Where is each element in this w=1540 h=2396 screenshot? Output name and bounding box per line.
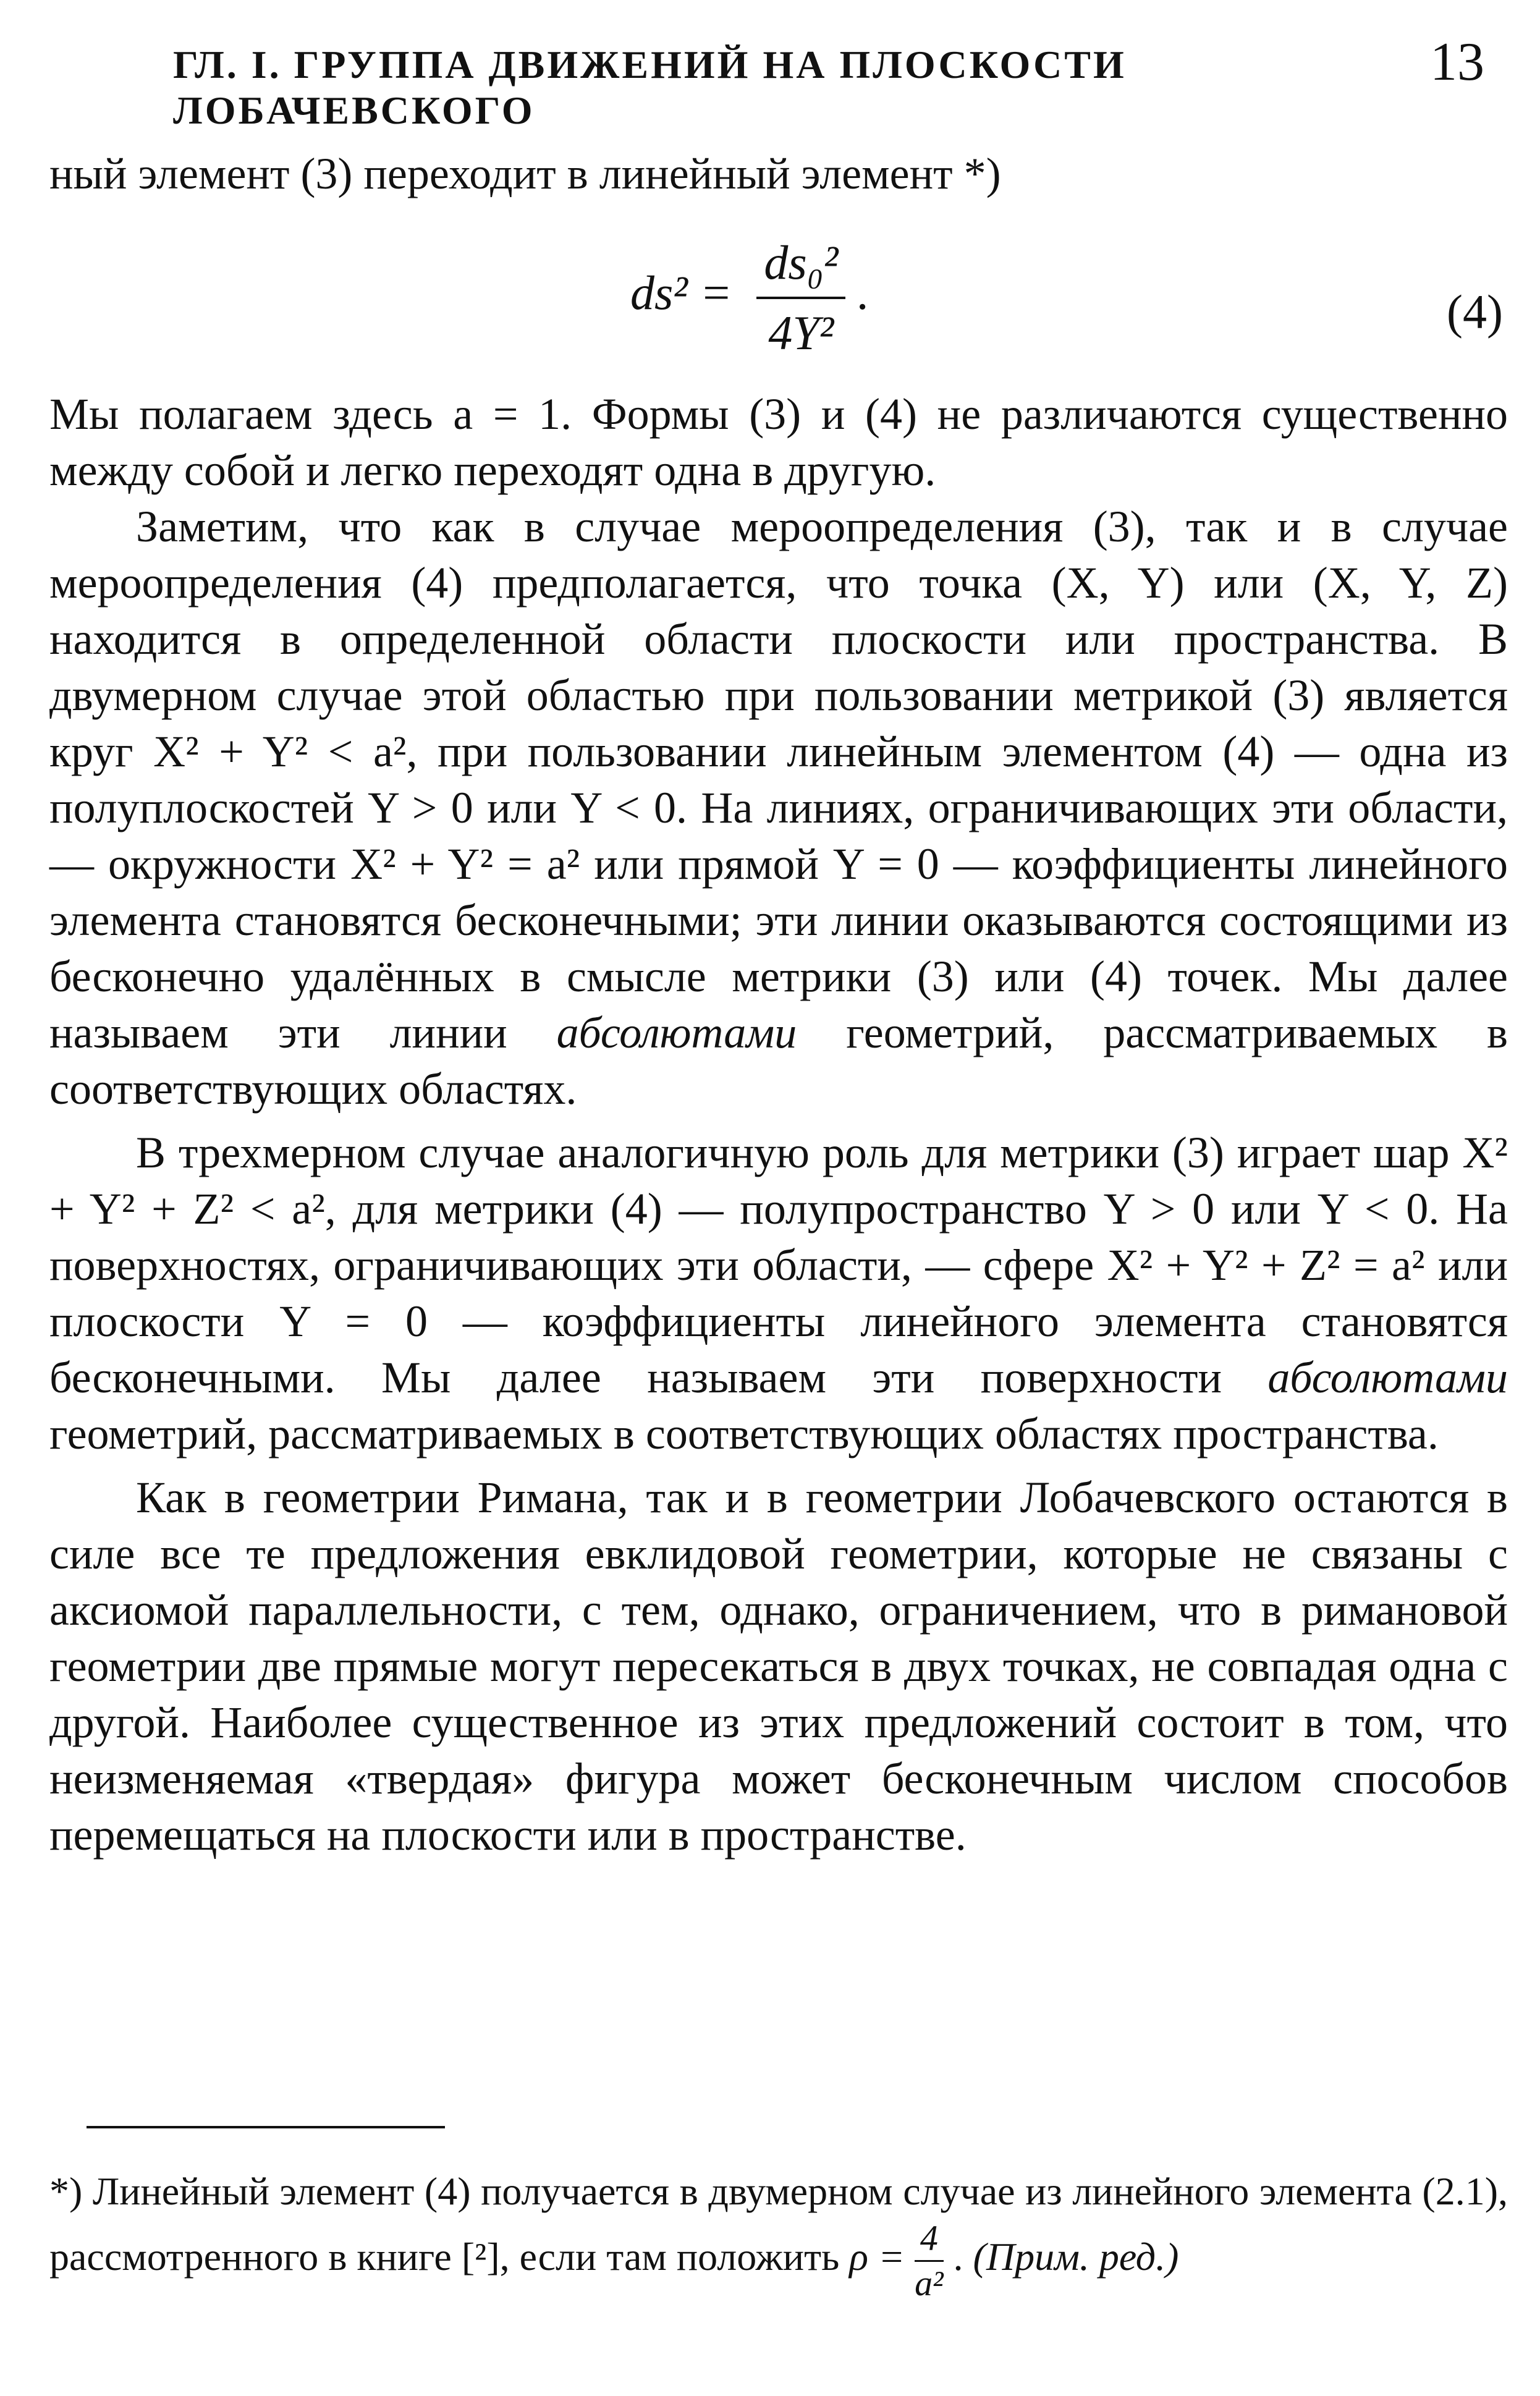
equation-fraction — [756, 229, 845, 367]
equation-formula — [630, 229, 869, 367]
footnote — [49, 2166, 1508, 2305]
paragraph-1: Мы полагаем здесь a = 1. Формы (3) и (4) не различаются существенно между собой и легко переходят одна в другую. — [49, 389, 1508, 495]
intro-line: ный элемент (3) переходит в линейный элемент *) — [49, 149, 1001, 198]
display-equation — [0, 229, 1540, 383]
paragraph-2 — [49, 499, 1508, 1117]
footnote-rule — [87, 2126, 445, 2128]
footnote-formula-lhs: ρ = — [849, 2235, 905, 2279]
footnote-note: (Прим. ред.) — [973, 2235, 1179, 2279]
footnote-after-formula: . — [953, 2235, 963, 2279]
paragraph-4: Как в геометрии Римана, так и в геометрии Лобачевского остаются в силе все те предложения евклидовой геометрии, которые не связаны с аксиомой параллельности, с тем, однако, ограничением, что в римановой геометрии две прямые могут пересекаться в двух точках, не совпадая одна с другой. Наиболее существенное из этих предложений состоит в том, что неизменяемая «твердая» фигура может бесконечным числом способов перемещаться на плоскости или в пространстве. — [49, 1473, 1508, 1860]
footnote-numerator: 4 — [915, 2217, 943, 2262]
paragraph-2-tail: геометрий, рассматриваемых в соответствующих областях. — [49, 1008, 1508, 1114]
footnote-fraction — [915, 2217, 943, 2305]
paragraph-3-term: абсолютами — [1267, 1353, 1508, 1402]
equation-numerator: ds₀² — [756, 229, 845, 299]
paragraph-2-term: абсолютами — [556, 1008, 797, 1057]
paragraph-3-tail: геометрий, рассматриваемых в соответствующих областях пространства. — [49, 1409, 1439, 1458]
paragraph-3 — [49, 1125, 1508, 1462]
equation-lhs: ds² = — [630, 265, 732, 320]
equation-number: (4) — [1447, 285, 1503, 339]
running-title: ГЛ. I. ГРУППА ДВИЖЕНИЙ НА ПЛОСКОСТИ ЛОБАЧЕВСКОГО — [173, 43, 1127, 132]
running-head — [117, 31, 1497, 132]
footnote-text: *) Линейный элемент (4) получается в двумерном случае из линейного элемента (2.1), рассмотренного в книге [²], если там положить — [49, 2169, 1508, 2279]
page-number: 13 — [1430, 32, 1484, 92]
footnote-denominator: a² — [915, 2263, 944, 2303]
paragraph-3-text: В трехмерном случае аналогичную роль для метрики (3) играет шар X² + Y² + Z² < a², для метрики (4) — полупространство Y > 0 или Y < 0. На поверхностях, ограничивающих эти области, — сфере X² + Y² + Z² = a² или плоскости Y = 0 — коэффициенты линейного элемента становятся бесконечными. Мы далее называем эти поверхности — [49, 1128, 1508, 1402]
paragraph-2-text: Заметим, что как в случае мероопределения (3), так и в случае мероопределения (4) предполагается, что точка (X, Y) или (X, Y, Z) находится в определенной области плоскости или пространства. В двумерном случае этой областью при пользовании метрикой (3) является круг X² + Y² < a², при пользовании линейным элементом (4) — одна из полуплоскостей Y > 0 или Y < 0. На линиях, ограничивающих эти области, — окружности X² + Y² = a² или прямой Y = 0 — коэффициенты линейного элемента становятся бесконечными; эти линии оказываются состоящими из бесконечно удалённых в смысле метрики (3) или (4) точек. Мы далее называем эти линии — [49, 502, 1508, 1057]
main-text — [49, 386, 1508, 1863]
equation-tail: . — [857, 265, 870, 320]
equation-denominator: 4Y² — [768, 306, 834, 360]
footnote-formula — [849, 2218, 953, 2303]
